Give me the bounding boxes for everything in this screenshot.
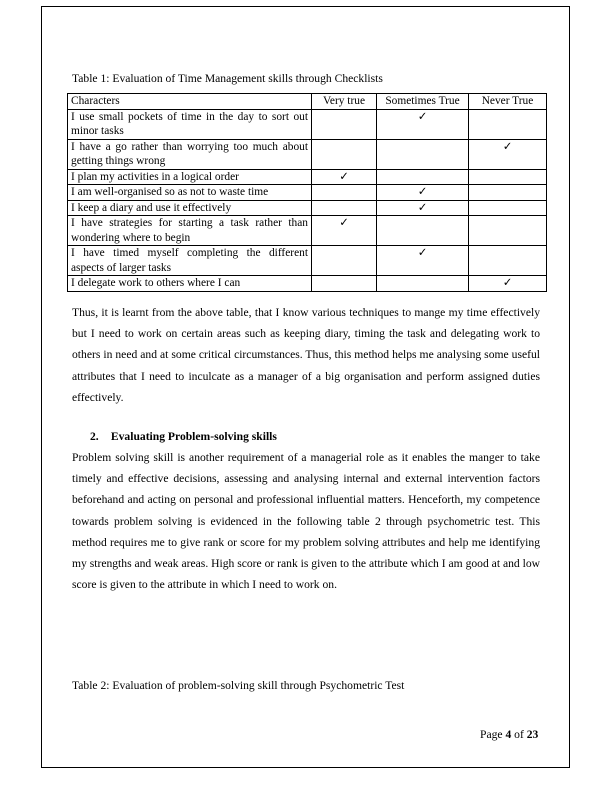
sometimes-true-cell: ✓ — [377, 200, 469, 216]
table-row — [68, 246, 547, 276]
never-true-cell — [469, 109, 547, 139]
column-header-sometimes-true: Sometimes True — [377, 94, 469, 110]
table1-caption: Table 1: Evaluation of Time Management skills through Checklists — [72, 72, 383, 85]
page-label: Page — [480, 728, 503, 741]
column-header-very-true: Very true — [312, 94, 377, 110]
very-true-cell — [312, 139, 377, 169]
very-true-cell — [312, 185, 377, 201]
sometimes-true-cell: ✓ — [377, 185, 469, 201]
current-page-number: 4 — [505, 728, 512, 741]
time-management-checklist-table — [67, 93, 547, 292]
row-characteristic: I delegate work to others where I can — [68, 276, 312, 292]
of-label: of — [514, 728, 524, 741]
table-row — [68, 216, 547, 246]
never-true-cell — [469, 200, 547, 216]
never-true-cell — [469, 216, 547, 246]
very-true-cell — [312, 200, 377, 216]
never-true-cell: ✓ — [469, 276, 547, 292]
section-heading — [90, 430, 277, 444]
never-true-cell — [469, 169, 547, 185]
table-row — [68, 109, 547, 139]
table-row — [68, 200, 547, 216]
page-number-footer — [480, 728, 538, 742]
sometimes-true-cell: ✓ — [377, 246, 469, 276]
sometimes-true-cell: ✓ — [377, 109, 469, 139]
column-header-characters: Characters — [68, 94, 312, 110]
row-characteristic: I use small pockets of time in the day to sort out minor tasks — [68, 109, 312, 139]
total-page-count: 23 — [526, 728, 539, 741]
row-characteristic: I keep a diary and use it effectively — [68, 200, 312, 216]
table-row — [68, 276, 547, 292]
sometimes-true-cell — [377, 139, 469, 169]
row-characteristic: I plan my activities in a logical order — [68, 169, 312, 185]
very-true-cell — [312, 246, 377, 276]
sometimes-true-cell — [377, 169, 469, 185]
table2-caption: Table 2: Evaluation of problem-solving skill through Psychometric Test — [72, 679, 405, 692]
table-header-row — [68, 94, 547, 110]
row-characteristic: I have a go rather than worrying too much about getting things wrong — [68, 139, 312, 169]
very-true-cell — [312, 109, 377, 139]
row-characteristic: I have strategies for starting a task rather than wondering where to begin — [68, 216, 312, 246]
very-true-cell: ✓ — [312, 169, 377, 185]
very-true-cell: ✓ — [312, 216, 377, 246]
section-number: 2. — [90, 430, 99, 443]
table-row — [68, 139, 547, 169]
never-true-cell — [469, 185, 547, 201]
table1-analysis-paragraph: Thus, it is learnt from the above table, that I know various techniques to mange my time effectively but I need to work on certain areas such as keeping diary, timing the task and delegating work to others in need and at some critical circumstances. Thus, this method helps me analysing some useful attributes that I need to inculcate as a manager of a big organisation and perform assigned duties effectively. — [72, 306, 540, 404]
sometimes-true-cell — [377, 216, 469, 246]
section-title: Evaluating Problem-solving skills — [110, 430, 277, 443]
row-characteristic: I have timed myself completing the different aspects of larger tasks — [68, 246, 312, 276]
very-true-cell — [312, 276, 377, 292]
table-row — [68, 169, 547, 185]
column-header-never-true: Never True — [469, 94, 547, 110]
never-true-cell — [469, 246, 547, 276]
table-row — [68, 185, 547, 201]
problem-solving-paragraph: Problem solving skill is another requirement of a managerial role as it enables the manger to take timely and effective decisions, assessing and analysing internal and external intervention factors beforehand and acting on personal and professional influential matters. Henceforth, my competence towards problem solving is evidenced in the following table 2 through psychometric test. This method requires me to give rank or score for my problem solving attributes and help me identifying my strengths and weak areas. High score or rank is given to the attribute which I am good at and low score is given to the attribute in which I need to work on. — [72, 451, 540, 592]
sometimes-true-cell — [377, 276, 469, 292]
never-true-cell: ✓ — [469, 139, 547, 169]
row-characteristic: I am well-organised so as not to waste time — [68, 185, 312, 201]
